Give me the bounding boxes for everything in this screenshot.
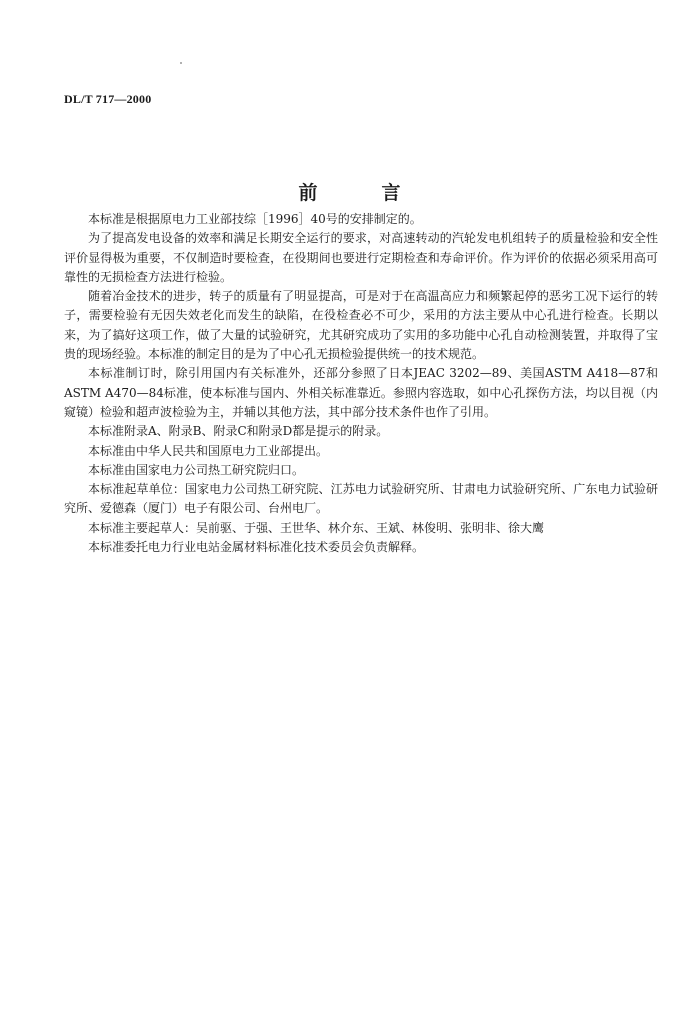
page-title-char-1: 前 (298, 182, 318, 204)
page-title (0, 178, 699, 205)
paragraph-background: 随着冶金技术的进步，转子的质量有了明显提高，可是对于在高温高应力和频繁起停的恶劣工况下运行的转子，需要检验有无因失效老化而发生的缺陷，在役检查必不可少，采用的方法主要从中心孔进行检查。长期以来，为了搞好这项工作，做了大量的试验研究，尤其研究成功了实用的多功能中心孔自动检测装置，并取得了宝贵的现场经验。本标准的制定目的是为了中心孔无损检验提供统一的技术规范。 (64, 289, 658, 362)
scan-speck (180, 62, 182, 64)
page-title-char-2: 言 (381, 182, 401, 204)
foreword-body (64, 210, 658, 557)
paragraph-proposer: 本标准由中华人民共和国原电力工业部提出。 (88, 443, 329, 458)
paragraph-purpose: 为了提高发电设备的效率和满足长期安全运行的要求，对高速转动的汽轮发电机组转子的质量检验和安全性评价显得极为重要，不仅制造时要检查，在役期间也要进行定期检查和寿命评价。作为评价的依据必须采用高可靠性的无损检查方法进行检验。 (64, 231, 658, 284)
paragraph-drafting-units: 本标准起草单位：国家电力公司热工研究院、江苏电力试验研究所、甘肃电力试验研究所、广东电力试验研究所、爱德森（厦门）电子有限公司、台州电厂。 (64, 482, 658, 516)
paragraph-drafters: 本标准主要起草人：吴前驱、于强、王世华、林介东、王斌、林俊明、张明非、徐大鹰 (88, 520, 545, 535)
paragraph-centralized: 本标准由国家电力公司热工研究院归口。 (88, 462, 305, 477)
paragraph-appendices: 本标准附录A、附录B、附录C和附录D都是提示的附录。 (88, 424, 389, 439)
paragraph-references: 本标准制订时，除引用国内有关标准外，还部分参照了日本JEAC 3202—89、美国ASTM A418—87和ASTM A470—84标准，使本标准与国内、外相关标准靠近。参照内容选取，如中心孔探伤方法，均以目视（内窥镜）检验和超声波检验为主，并辅以其他方法，其中部分技术条件也作了引用。 (64, 366, 658, 419)
paragraph-interpretation: 本标准委托电力行业电站金属材料标准化技术委员会负责解释。 (88, 540, 425, 555)
paragraph-basis: 本标准是根据原电力工业部技综［1996］40号的安排制定的。 (88, 212, 422, 226)
document-code: DL/T 717—2000 (64, 92, 152, 106)
